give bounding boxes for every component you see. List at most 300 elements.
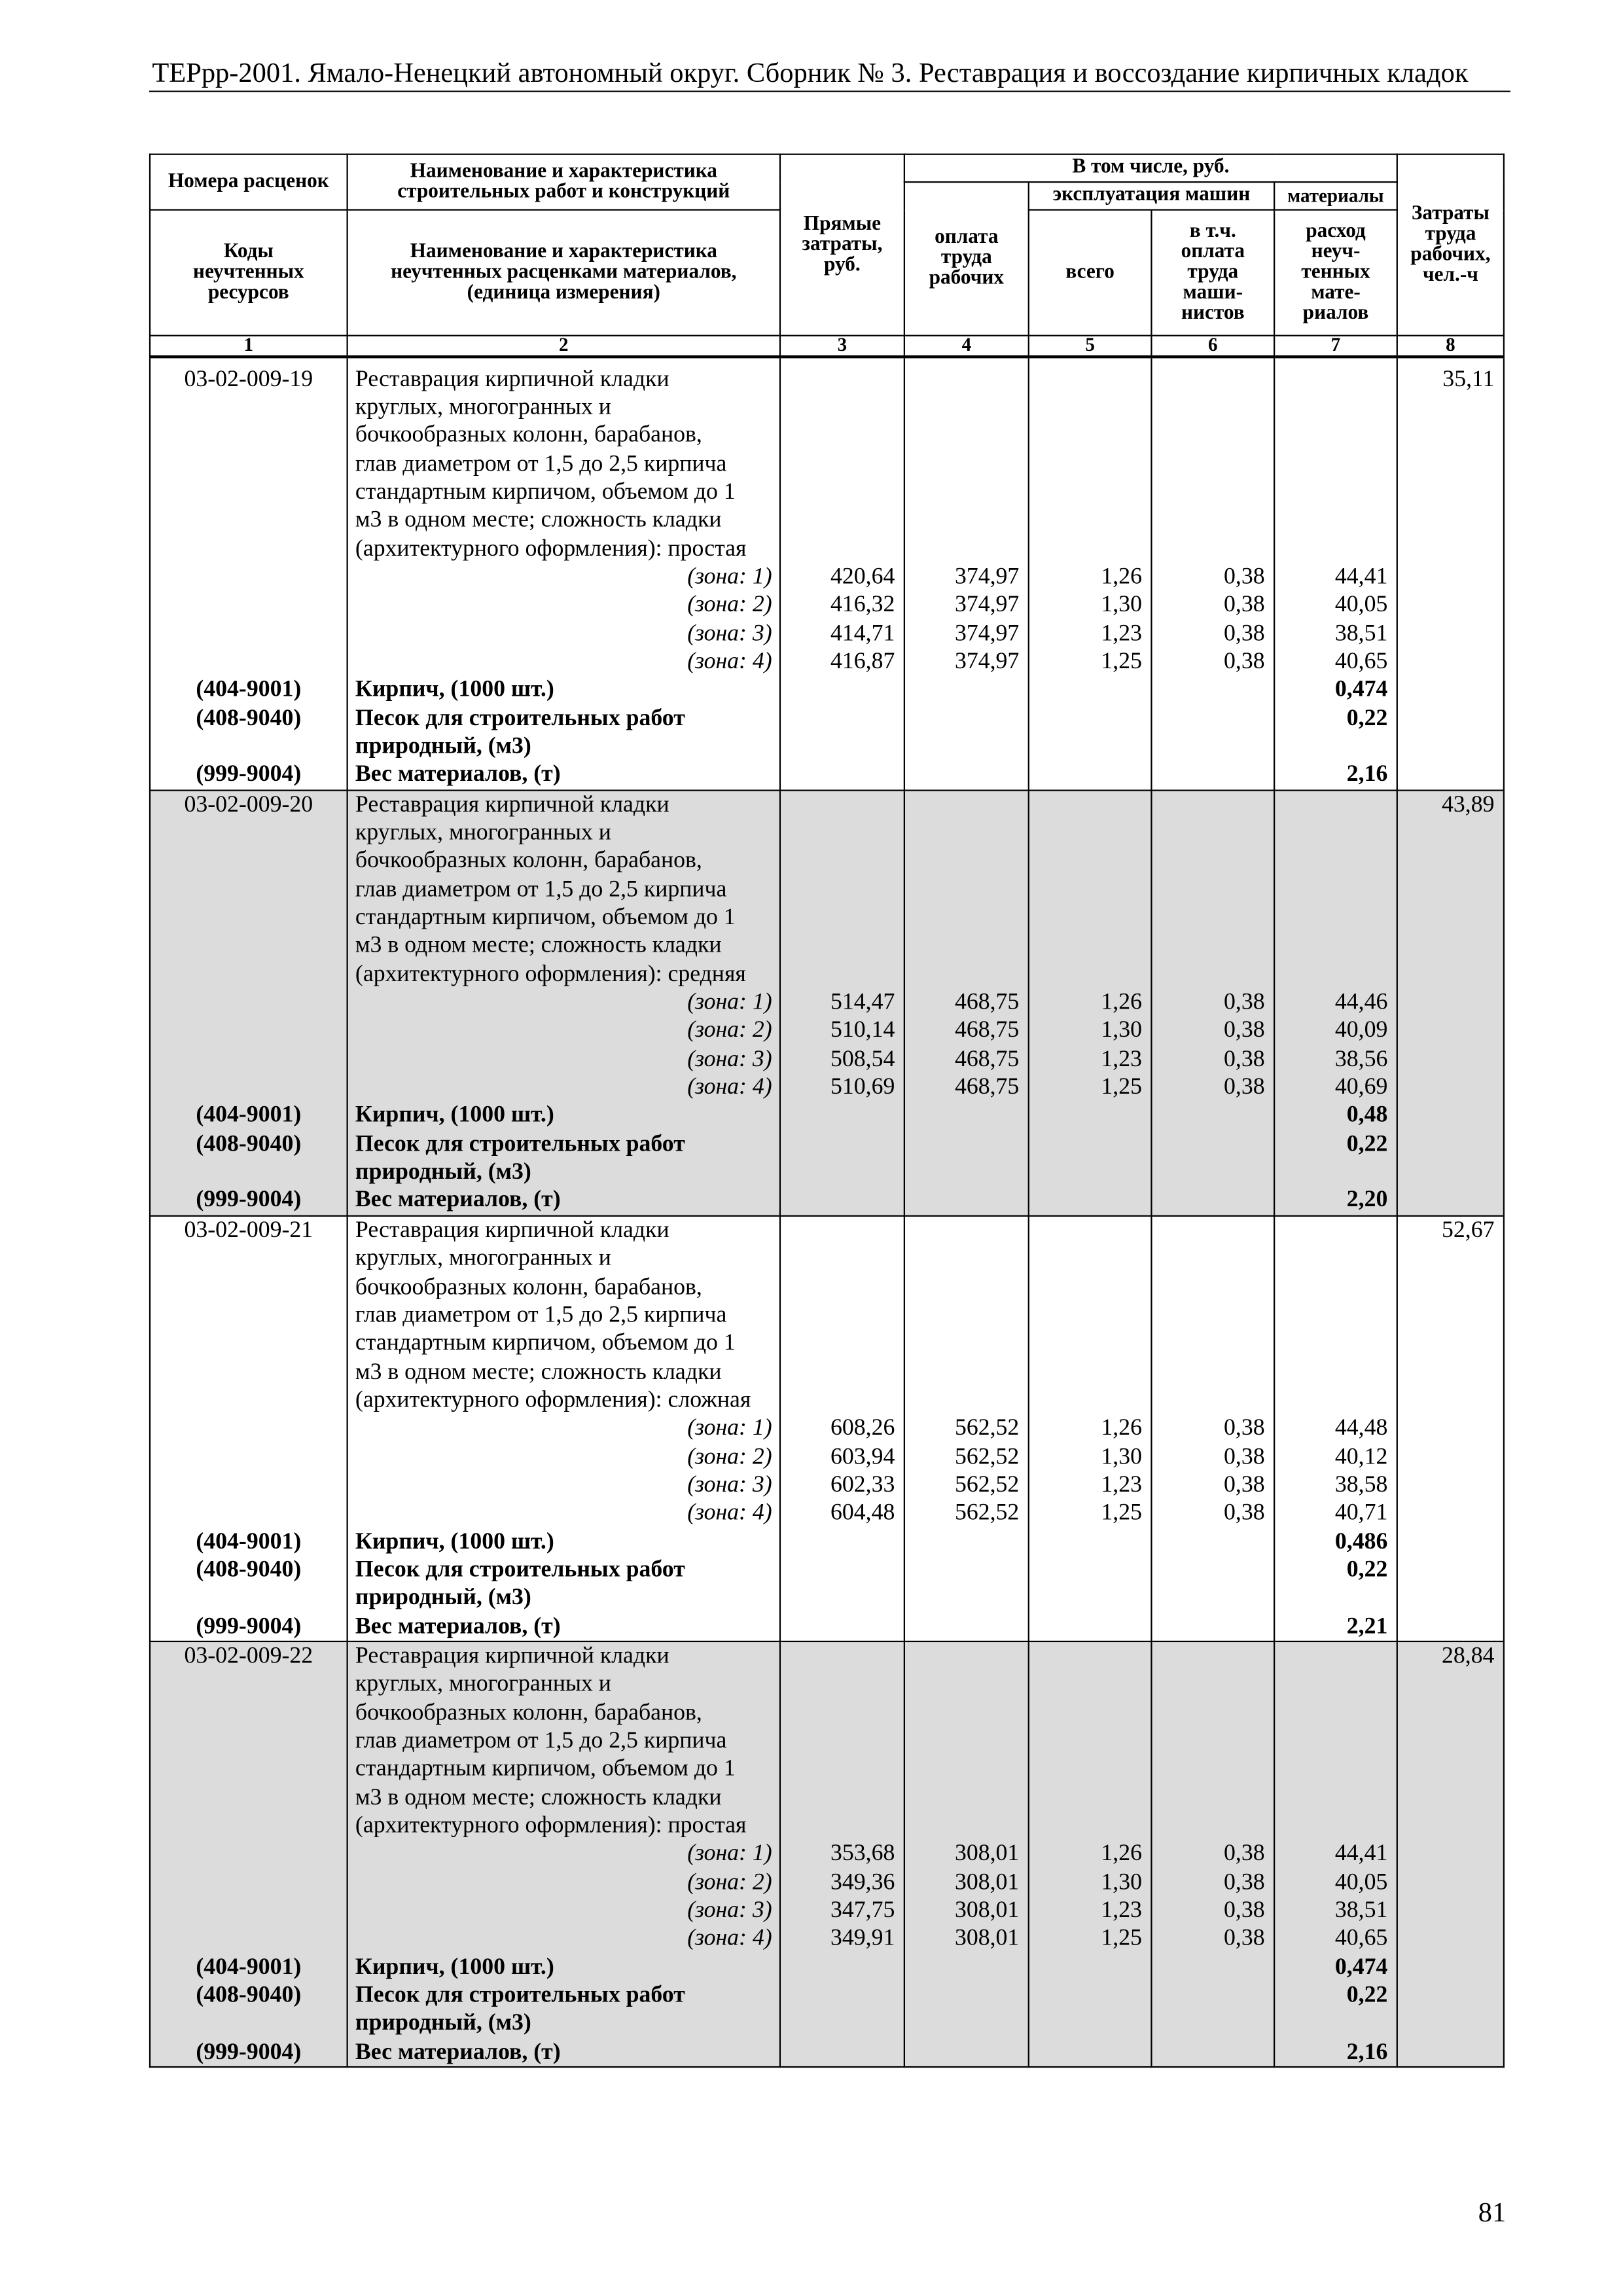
blank-line	[1275, 876, 1397, 904]
zone-wages: 562,52	[954, 1444, 1020, 1469]
zone-machines: 1,30	[1101, 1018, 1142, 1043]
blank-line	[1398, 1158, 1503, 1187]
blank-line	[151, 1727, 346, 1755]
resource-name: Кирпич, (1000 шт.)	[355, 677, 554, 703]
resource-amount: 0,22	[1346, 706, 1388, 731]
zone-materials: 40,12	[1334, 1444, 1388, 1469]
blank-line	[151, 876, 346, 904]
zone-machines: 1,26	[1101, 1416, 1142, 1441]
blank-line	[781, 1556, 904, 1584]
column-number: 1	[150, 336, 348, 356]
blank-line	[1152, 932, 1274, 960]
blank-line	[1398, 1755, 1503, 1784]
blank-line	[151, 1670, 346, 1698]
blank-line	[1275, 535, 1397, 563]
description-line: бочкообразных колонн, барабанов,	[355, 423, 702, 448]
zone-direct: 510,69	[830, 1075, 895, 1100]
blank-line	[1029, 1273, 1150, 1301]
blank-line	[1029, 1784, 1150, 1812]
header-material-name: Наименование и характеристика неучтенных расценками материалов, (единица измерения)	[348, 210, 780, 336]
blank-line	[781, 1216, 904, 1244]
zone-label: (зона: 4)	[687, 1500, 772, 1526]
blank-line	[1029, 1670, 1150, 1698]
blank-line	[781, 761, 904, 789]
zone-machines: 1,25	[1101, 649, 1142, 674]
zone-materials: 40,05	[1334, 592, 1388, 618]
running-title: ТЕРрр-2001. Ямало-Ненецкий автономный округ. Сборник № 3. Реставрация и воссоздание кирпичных кладок	[149, 58, 1510, 92]
zone-materials: 40,09	[1334, 1018, 1388, 1043]
resource-amount: 0,22	[1346, 1557, 1388, 1583]
zone-wages: 562,52	[954, 1500, 1020, 1526]
resource-code: (999-9004)	[196, 762, 302, 787]
zone-machinist-wages: 0,38	[1224, 592, 1265, 618]
blank-line	[1398, 960, 1503, 988]
resource-name: Песок для строительных работ	[355, 1131, 685, 1157]
resource-code: (408-9040)	[196, 1557, 302, 1583]
blank-line	[905, 819, 1028, 847]
blank-line	[1275, 2010, 1397, 2038]
description-line: стандартным кирпичом, объемом до 1	[355, 1757, 736, 1782]
header-machines-total: всего	[1029, 210, 1152, 336]
cell-labor-cost	[1397, 790, 1504, 1216]
description-line: круглых, многогранных и	[355, 820, 611, 846]
blank-line	[1152, 365, 1274, 393]
blank-line	[1275, 1755, 1397, 1784]
blank-line	[1152, 1358, 1274, 1386]
blank-line	[1275, 847, 1397, 875]
header-worker-wages: оплата труда рабочих	[904, 182, 1029, 336]
blank-line	[1029, 1216, 1150, 1244]
blank-line	[905, 478, 1028, 506]
blank-line	[1152, 478, 1274, 506]
blank-line	[1152, 1102, 1274, 1130]
blank-line	[1398, 676, 1503, 704]
blank-line	[151, 1301, 346, 1329]
blank-line	[1029, 1584, 1150, 1612]
cell-name	[348, 1641, 780, 2068]
blank-line	[781, 1982, 904, 2010]
rate-block	[150, 356, 1504, 790]
zone-label: (зона: 2)	[687, 1018, 772, 1043]
blank-line	[781, 1953, 904, 1981]
description-line: (архитектурного оформления): простая	[355, 1813, 747, 1839]
blank-line	[1029, 1812, 1150, 1840]
zone-label: (зона: 4)	[687, 649, 772, 674]
cell-labor-cost	[1397, 356, 1504, 790]
blank-line	[1152, 1982, 1274, 2010]
blank-line	[1398, 1443, 1503, 1471]
blank-line	[781, 1358, 904, 1386]
zone-direct: 349,91	[830, 1926, 895, 1952]
blank-line	[1029, 535, 1150, 563]
blank-line	[1398, 1329, 1503, 1357]
blank-line	[1398, 1613, 1503, 1641]
blank-line	[1029, 1301, 1150, 1329]
blank-line	[151, 1358, 346, 1386]
zone-machines: 1,30	[1101, 592, 1142, 618]
zone-direct: 514,47	[830, 990, 895, 1015]
blank-line	[151, 393, 346, 422]
description-line: Реставрация кирпичной кладки	[355, 1217, 669, 1243]
blank-line	[905, 1187, 1028, 1215]
blank-line	[781, 1642, 904, 1670]
blank-line	[1029, 1755, 1150, 1784]
zone-direct: 416,32	[830, 592, 895, 618]
blank-line	[1152, 819, 1274, 847]
rate-block	[150, 790, 1504, 1216]
blank-line	[1152, 1613, 1274, 1641]
blank-line	[1398, 1102, 1503, 1130]
blank-line	[151, 2010, 346, 2038]
blank-line	[1398, 932, 1503, 960]
blank-line	[1398, 847, 1503, 875]
blank-line	[905, 704, 1028, 732]
blank-line	[1398, 422, 1503, 450]
blank-line	[781, 1187, 904, 1215]
zone-materials: 38,51	[1334, 1898, 1388, 1924]
resource-name: природный, (м3)	[355, 2011, 531, 2037]
blank-line	[1275, 1642, 1397, 1670]
blank-line	[151, 1698, 346, 1727]
blank-line	[1275, 450, 1397, 478]
column-number: 2	[348, 336, 780, 356]
blank-line	[151, 1245, 346, 1273]
zone-machines: 1,26	[1101, 564, 1142, 590]
blank-line	[1029, 450, 1150, 478]
resource-amount: 0,22	[1346, 1982, 1388, 2008]
blank-line	[905, 791, 1028, 819]
blank-line	[781, 1102, 904, 1130]
blank-line	[1152, 1953, 1274, 1981]
blank-line	[1152, 450, 1274, 478]
zone-materials: 40,69	[1334, 1075, 1388, 1100]
blank-line	[1398, 1386, 1503, 1414]
blank-line	[1398, 1925, 1503, 1953]
blank-line	[1029, 365, 1150, 393]
blank-line	[1029, 1698, 1150, 1727]
zone-machinist-wages: 0,38	[1224, 1075, 1265, 1100]
blank-line	[151, 1499, 346, 1528]
blank-line	[1152, 876, 1274, 904]
header-work-name: Наименование и характеристика строительных работ и конструкций	[348, 154, 780, 210]
blank-line	[1398, 1414, 1503, 1443]
zone-machines: 1,30	[1101, 1444, 1142, 1469]
blank-line	[151, 732, 346, 761]
zone-direct: 608,26	[830, 1416, 895, 1441]
zone-machines: 1,25	[1101, 1500, 1142, 1526]
blank-line	[1152, 1301, 1274, 1329]
blank-line	[1152, 1584, 1274, 1612]
cell-name	[348, 790, 780, 1216]
blank-line	[1275, 1329, 1397, 1357]
blank-line	[905, 960, 1028, 988]
resource-amount: 2,16	[1346, 762, 1388, 787]
zone-direct: 604,48	[830, 1500, 895, 1526]
blank-line	[1152, 1556, 1274, 1584]
blank-line	[781, 1130, 904, 1158]
description-line: круглых, многогранных и	[355, 394, 611, 420]
blank-line	[1275, 904, 1397, 932]
cell-materials	[1274, 790, 1397, 1216]
blank-line	[1152, 1245, 1274, 1273]
resource-name: Песок для строительных работ	[355, 1982, 685, 2008]
blank-line	[781, 2038, 904, 2066]
blank-line	[905, 1358, 1028, 1386]
zone-label: (зона: 2)	[687, 1869, 772, 1895]
column-number: 8	[1397, 336, 1504, 356]
description-line: Реставрация кирпичной кладки	[355, 1643, 669, 1669]
blank-line	[1398, 704, 1503, 732]
blank-line	[151, 1584, 346, 1612]
blank-line	[1029, 393, 1150, 422]
resource-code: (408-9040)	[196, 706, 302, 731]
blank-line	[1152, 1329, 1274, 1357]
blank-line	[781, 791, 904, 819]
blank-line	[1275, 960, 1397, 988]
labor-cost: 35,11	[1442, 366, 1495, 391]
description-line: (архитектурного оформления): простая	[355, 535, 747, 561]
blank-line	[151, 904, 346, 932]
blank-line	[781, 1670, 904, 1698]
blank-line	[1029, 1130, 1150, 1158]
header-direct-costs: Прямые затраты, руб.	[780, 154, 904, 336]
blank-line	[151, 1443, 346, 1471]
zone-materials: 44,46	[1334, 990, 1388, 1015]
blank-line	[151, 1273, 346, 1301]
blank-line	[1029, 847, 1150, 875]
zone-label: (зона: 1)	[687, 990, 772, 1015]
blank-line	[1152, 422, 1274, 450]
blank-line	[781, 1245, 904, 1273]
description-line: Реставрация кирпичной кладки	[355, 792, 669, 817]
blank-line	[151, 988, 346, 1016]
cell-code	[150, 356, 348, 790]
description-line: м3 в одном месте; сложность кладки	[355, 507, 722, 533]
description-line: бочкообразных колонн, барабанов,	[355, 848, 702, 874]
blank-line	[781, 1698, 904, 1727]
blank-line	[1029, 791, 1150, 819]
cell-machines-total	[1029, 790, 1152, 1216]
blank-line	[151, 1414, 346, 1443]
zone-wages: 562,52	[954, 1416, 1020, 1441]
blank-line	[1398, 393, 1503, 422]
zone-wages: 562,52	[954, 1472, 1020, 1498]
column-number: 5	[1029, 336, 1152, 356]
blank-line	[1152, 1727, 1274, 1755]
blank-line	[905, 1386, 1028, 1414]
blank-line	[1029, 1953, 1150, 1981]
blank-line	[1275, 791, 1397, 819]
blank-line	[1152, 1273, 1274, 1301]
cell-code	[150, 790, 348, 1216]
blank-line	[1029, 1245, 1150, 1273]
zone-machines: 1,25	[1101, 1075, 1142, 1100]
blank-line	[1152, 676, 1274, 704]
description-line: (архитектурного оформления): сложная	[355, 1388, 751, 1412]
header-including: В том числе, руб.	[904, 154, 1397, 182]
description-line: стандартным кирпичом, объемом до 1	[355, 479, 736, 505]
blank-line	[1275, 478, 1397, 506]
blank-line	[905, 393, 1028, 422]
zone-materials: 40,71	[1334, 1500, 1388, 1526]
cell-materials	[1274, 1215, 1397, 1641]
header-row	[150, 154, 1504, 182]
zone-materials: 44,41	[1334, 1841, 1388, 1867]
zone-machinist-wages: 0,38	[1224, 1444, 1265, 1469]
column-number: 3	[780, 336, 904, 356]
blank-line	[905, 1158, 1028, 1187]
blank-line	[1398, 1245, 1503, 1273]
resource-amount: 2,16	[1346, 2039, 1388, 2065]
zone-direct: 603,94	[830, 1444, 895, 1469]
blank-line	[1152, 1130, 1274, 1158]
blank-line	[151, 1812, 346, 1840]
description-line: глав диаметром от 1,5 до 2,5 кирпича	[355, 1302, 727, 1328]
blank-line	[1152, 1528, 1274, 1556]
blank-line	[151, 478, 346, 506]
zone-wages: 308,01	[954, 1898, 1020, 1924]
description-line: м3 в одном месте; сложность кладки	[355, 1785, 722, 1810]
zone-materials: 40,65	[1334, 649, 1388, 674]
blank-line	[1275, 819, 1397, 847]
blank-line	[905, 422, 1028, 450]
blank-line	[151, 507, 346, 535]
blank-line	[781, 365, 904, 393]
cell-code	[150, 1641, 348, 2068]
resource-code: (408-9040)	[196, 1131, 302, 1157]
zone-materials: 44,48	[1334, 1416, 1388, 1441]
labor-cost: 43,89	[1442, 792, 1495, 817]
resource-name: природный, (м3)	[355, 1585, 531, 1611]
blank-line	[1398, 988, 1503, 1016]
zone-machinist-wages: 0,38	[1224, 1018, 1265, 1043]
blank-line	[905, 732, 1028, 761]
zone-wages: 374,97	[954, 592, 1020, 618]
resource-amount: 0,474	[1334, 1954, 1388, 1980]
blank-line	[781, 904, 904, 932]
blank-line	[1152, 904, 1274, 932]
blank-line	[905, 1273, 1028, 1301]
blank-line	[781, 847, 904, 875]
blank-line	[781, 1613, 904, 1641]
blank-line	[905, 1812, 1028, 1840]
zone-label: (зона: 1)	[687, 1841, 772, 1867]
blank-line	[1398, 1358, 1503, 1386]
description-line: стандартным кирпичом, объемом до 1	[355, 905, 736, 931]
blank-line	[1152, 1670, 1274, 1698]
zone-machinist-wages: 0,38	[1224, 1472, 1265, 1498]
blank-line	[1029, 1982, 1150, 2010]
blank-line	[905, 2010, 1028, 2038]
zone-materials: 38,51	[1334, 620, 1388, 646]
blank-line	[1398, 732, 1503, 761]
blank-line	[1029, 422, 1150, 450]
table-header	[150, 154, 1504, 356]
blank-line	[1029, 761, 1150, 789]
blank-line	[781, 1301, 904, 1329]
cell-worker-wages	[904, 790, 1029, 1216]
blank-line	[1152, 507, 1274, 535]
blank-line	[1398, 1784, 1503, 1812]
blank-line	[151, 1784, 346, 1812]
blank-line	[151, 1869, 346, 1897]
description-line: м3 в одном месте; сложность кладки	[355, 1359, 722, 1384]
blank-line	[781, 732, 904, 761]
resource-amount: 0,48	[1346, 1103, 1388, 1128]
zone-wages: 308,01	[954, 1926, 1020, 1952]
blank-line	[905, 1670, 1028, 1698]
zone-label: (зона: 2)	[687, 1444, 772, 1469]
blank-line	[1275, 1301, 1397, 1329]
zone-direct: 414,71	[830, 620, 895, 646]
zone-materials: 38,56	[1334, 1047, 1388, 1072]
blank-line	[1398, 1840, 1503, 1869]
blank-line	[905, 876, 1028, 904]
blank-line	[905, 535, 1028, 563]
cell-materials	[1274, 1641, 1397, 2068]
blank-line	[1398, 2010, 1503, 2038]
zone-label: (зона: 1)	[687, 564, 772, 590]
blank-line	[1029, 1329, 1150, 1357]
blank-line	[1029, 2038, 1150, 2066]
blank-line	[1029, 478, 1150, 506]
resource-name: Вес материалов, (т)	[355, 2039, 561, 2065]
blank-line	[905, 1642, 1028, 1670]
blank-line	[905, 1329, 1028, 1357]
blank-line	[1275, 1784, 1397, 1812]
zone-machinist-wages: 0,38	[1224, 620, 1265, 646]
resource-name: Вес материалов, (т)	[355, 1188, 561, 1213]
resource-code: (404-9001)	[196, 677, 302, 703]
header-material-consumption: расход неуч- тенных мате- риалов	[1274, 210, 1397, 336]
cell-direct-cost	[780, 356, 904, 790]
blank-line	[1029, 507, 1150, 535]
blank-line	[781, 1528, 904, 1556]
zone-machinist-wages: 0,38	[1224, 649, 1265, 674]
blank-line	[1152, 791, 1274, 819]
zone-machinist-wages: 0,38	[1224, 1841, 1265, 1867]
cell-machinist-wages	[1151, 356, 1274, 790]
blank-line	[905, 1528, 1028, 1556]
blank-line	[151, 1386, 346, 1414]
zone-wages: 308,01	[954, 1841, 1020, 1867]
blank-line	[781, 535, 904, 563]
rate-block	[150, 1215, 1504, 1641]
blank-line	[1398, 1727, 1503, 1755]
page-number: 81	[1478, 2198, 1507, 2229]
blank-line	[1152, 1812, 1274, 1840]
resource-name: природный, (м3)	[355, 734, 531, 759]
zone-machinist-wages: 0,38	[1224, 1047, 1265, 1072]
cell-worker-wages	[904, 356, 1029, 790]
blank-line	[1152, 393, 1274, 422]
blank-line	[905, 761, 1028, 789]
header-machinist-wages: в т.ч. оплата труда маши- нистов	[1151, 210, 1274, 336]
zone-wages: 468,75	[954, 1018, 1020, 1043]
blank-line	[905, 904, 1028, 932]
blank-line	[1275, 365, 1397, 393]
zone-direct: 420,64	[830, 564, 895, 590]
cell-direct-cost	[780, 790, 904, 1216]
blank-line	[905, 1755, 1028, 1784]
blank-line	[1152, 704, 1274, 732]
blank-line	[151, 1755, 346, 1784]
column-number: 4	[904, 336, 1029, 356]
blank-line	[1398, 819, 1503, 847]
blank-line	[905, 1556, 1028, 1584]
blank-line	[905, 1216, 1028, 1244]
resource-amount: 0,486	[1334, 1529, 1388, 1554]
